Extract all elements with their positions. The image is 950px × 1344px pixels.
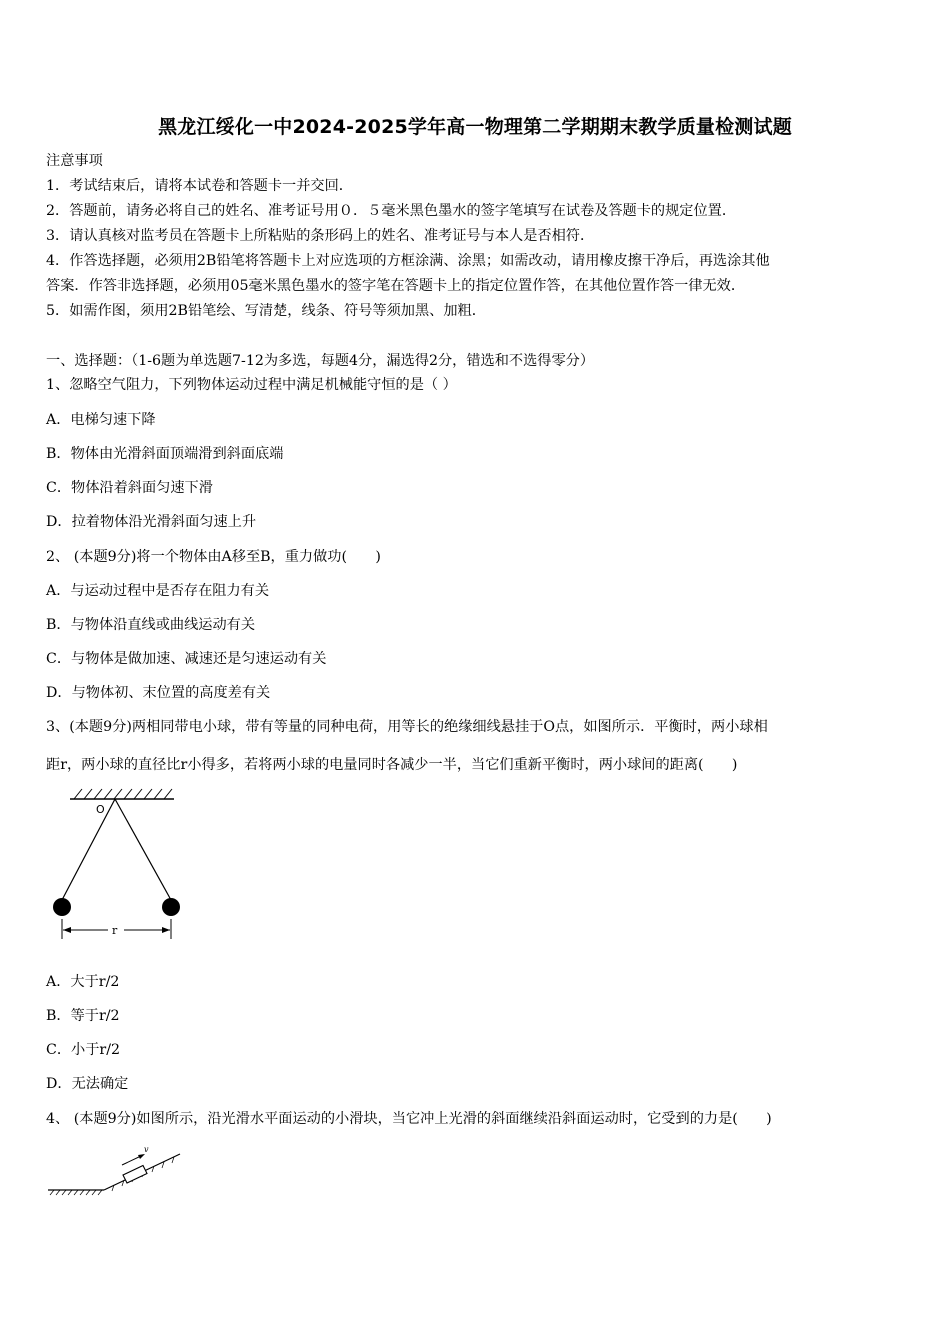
question-3-stem-line-1: 3、(本题9分)两相同带电小球，带有等量的同种电荷，用等长的绝缘细线悬挂于O点，如图所示．平衡时，两小球相 [46,719,768,735]
notice-item: 5．如需作图，须用2B铅笔绘、写清楚，线条、符号等须加黑、加粗． [46,303,486,319]
ground-surface [48,1190,104,1195]
page-title: 黑龙江绥化一中2024-2025学年高一物理第二学期期末教学质量检测试题 [158,116,792,138]
question-1-stem: 1、忽略空气阻力，下列物体运动过程中满足机械能守恒的是（ ） [46,377,457,393]
left-thread [62,799,115,900]
notice-item: 4．作答选择题，必须用2B铅笔将答题卡上对应选项的方框涂满、涂黑；如需改动，请用橡皮擦干净后，再选涂其他 [46,253,770,269]
sliding-block [123,1166,147,1184]
notice-item: 1．考试结束后，请将本试卷和答题卡一并交回． [46,178,353,194]
notice-heading: 注意事项 [46,153,103,169]
question-3-option-c: C．小于r/2 [46,1042,121,1058]
section-heading: 一、选择题：（1-6题为单选题7-12为多选，每题4分，漏选得2分，错选和不选得零分） [46,353,595,369]
question-3-option-d: D．无法确定 [46,1076,129,1092]
question-2-stem: 2、 (本题9分)将一个物体由A移至B，重力做功( ) [46,549,381,565]
velocity-arrow [122,1154,145,1165]
incline-figure [46,1140,186,1198]
question-3-option-a: A．大于r/2 [46,974,120,990]
question-2-option-d: D．与物体初、末位置的高度差有关 [46,685,271,701]
question-1-option-d: D．拉着物体沿光滑斜面匀速上升 [46,514,257,530]
point-o-label: O [96,803,105,816]
notice-item: 2．答题前，请务必将自己的姓名、准考证号用０．５毫米黑色墨水的签字笔填写在试卷及答题卡的规定位置． [46,203,737,219]
right-charged-ball [162,898,180,916]
question-2-option-b: B．与物体沿直线或曲线运动有关 [46,617,256,633]
question-2-option-c: C．与物体是做加速、减速还是匀速运动有关 [46,651,327,667]
distance-r-label: r [112,924,118,937]
question-1-option-b: B．物体由光滑斜面顶端滑到斜面底端 [46,446,284,462]
velocity-v-label: v [144,1145,149,1154]
left-charged-ball [53,898,71,916]
notice-item: 答案．作答非选择题，必须用05毫米黑色墨水的签字笔在答题卡上的指定位置作答，在其他位置作答一律无效． [46,278,746,294]
question-3-option-b: B．等于r/2 [46,1008,120,1024]
question-1-option-c: C．物体沿着斜面匀速下滑 [46,480,213,496]
notice-item: 3．请认真核对监考员在答题卡上所粘贴的条形码上的姓名、准考证号与本人是否相符． [46,228,595,244]
right-thread [115,799,171,900]
question-2-option-a: A．与运动过程中是否存在阻力有关 [46,583,270,599]
question-1-option-a: A．电梯匀速下降 [46,412,156,428]
question-4-stem: 4、 (本题9分)如图所示，沿光滑水平面运动的小滑块，当它冲上光滑的斜面继续沿斜面运动时，它受到的力是( ) [46,1111,772,1127]
ceiling-hatching [70,789,174,799]
question-3-stem-line-2: 距r，两小球的直径比r小得多，若将两小球的电量同时各减少一半，当它们重新平衡时，两小球间的距离( ) [46,757,738,773]
pendulum-figure [46,785,196,945]
